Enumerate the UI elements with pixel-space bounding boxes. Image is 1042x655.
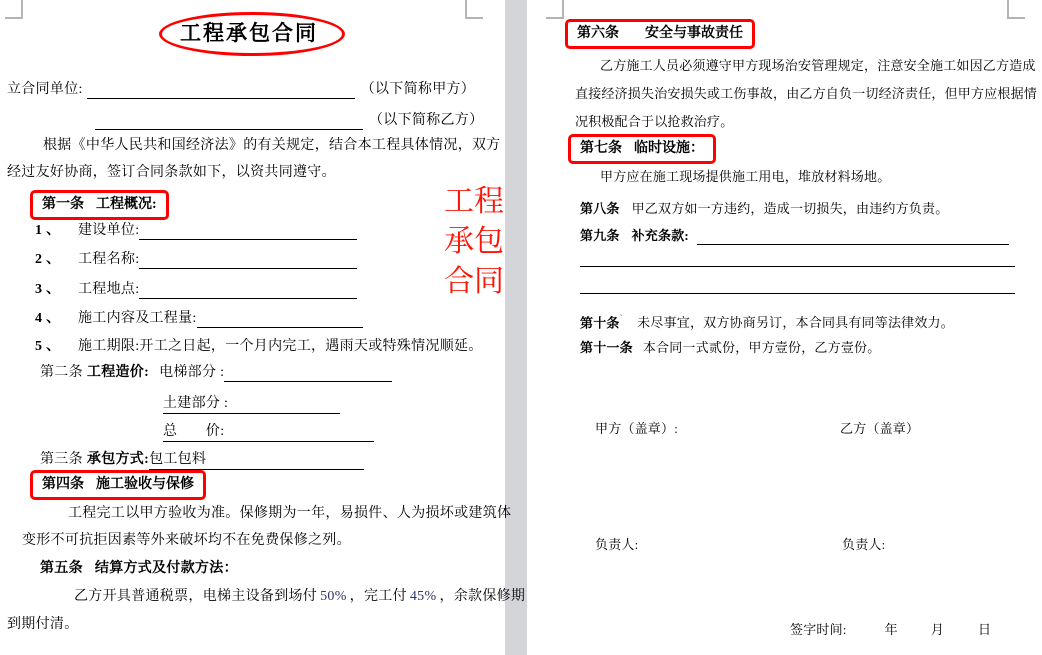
percent-elevator-arrival: 50% xyxy=(320,589,347,604)
clause-1-title: 工程概况: xyxy=(96,197,157,212)
party-b-line xyxy=(95,112,483,130)
watermark-line-3: 合同 xyxy=(444,265,504,298)
clause-8-text: 甲乙双方如一方违约，造成一切损失，由违约方负责。 xyxy=(631,201,949,216)
clause-9-label: 补充条款: xyxy=(631,228,689,243)
clause-2-civil-line xyxy=(163,394,340,414)
party-b-blank[interactable] xyxy=(95,114,363,130)
clause-10-line xyxy=(580,311,954,332)
watermark-text xyxy=(444,182,504,302)
item-scope xyxy=(35,310,363,328)
clause-2-total-blank[interactable] xyxy=(224,422,374,435)
clause-9-blank-line-3[interactable] xyxy=(580,293,1015,294)
crop-mark-left-tr xyxy=(465,0,483,19)
clause-5-seg-1: 乙方开具普通税票，电梯主设备到场付 xyxy=(74,589,318,604)
clause-7-title: 临时设施： xyxy=(634,141,704,156)
item-3-blank[interactable] xyxy=(139,283,357,299)
clause-6-num: 第六条 xyxy=(577,26,619,41)
clause-9-blank-line-2[interactable] xyxy=(580,266,1015,267)
clause-3-line xyxy=(40,450,364,470)
clause-1-heading xyxy=(30,190,169,220)
clause-4-body-2: 变形不可抗拒因素等外来破坏均不在免费保修之列。 xyxy=(22,533,351,548)
party-b-seal-label: 乙方（盖章） xyxy=(840,421,920,436)
item-4-blank[interactable] xyxy=(197,312,363,328)
clause-11-text: 本合同一式贰份，甲方壹份，乙方壹份。 xyxy=(642,340,881,355)
clause-5-seg-3: ，余款保修期 xyxy=(439,589,526,604)
clause-2-line xyxy=(40,364,392,382)
party-a-seal-label: 甲方（盖章）: xyxy=(595,421,679,436)
item-4-num: 4 、 xyxy=(35,311,61,326)
clause-3-blank[interactable] xyxy=(206,450,364,463)
clause-4-body-1: 工程完工以甲方验收为准。保修期为一年，易损件、人为损坏或建筑体 xyxy=(68,506,512,521)
clause-2-total-line xyxy=(163,422,374,442)
item-3-num: 3 、 xyxy=(35,282,61,297)
clause-7-num: 第七条 xyxy=(580,141,622,156)
clause-5-seg-2: ，完工付 xyxy=(349,589,407,604)
responsible-b-label: 负责人: xyxy=(842,537,886,552)
sign-time-label: 签字时间: xyxy=(790,622,847,637)
clause-11-num: 第十一条 xyxy=(580,340,633,355)
clause-6-title: 安全与事故责任 xyxy=(645,26,743,41)
item-duration xyxy=(35,338,483,356)
clause-6-body-1: 乙方施工人员必须遵守甲方现场治安管理规定，注意安全施工如因乙方造成 xyxy=(600,58,1036,73)
item-1-label: 建设单位: xyxy=(78,223,140,238)
clause-6-body-2: 直接经济损失治安损失或工伤事故，由乙方自负一切经济责任，但甲方应根据情 xyxy=(575,86,1038,101)
clause-2-civil-label: 土建部分 : xyxy=(163,396,229,411)
crop-mark-left-tl xyxy=(5,0,23,19)
item-5-num: 5 、 xyxy=(35,339,61,354)
item-1-blank[interactable] xyxy=(139,224,357,240)
clause-4-title: 施工验收与保修 xyxy=(96,477,194,492)
item-2-label: 工程名称: xyxy=(78,252,140,267)
clause-3-num: 第三条 xyxy=(40,452,83,467)
item-build-unit xyxy=(35,222,357,240)
item-4-label: 施工内容及工程量: xyxy=(78,311,197,326)
item-3-label: 工程地点: xyxy=(78,282,140,297)
clause-11-line xyxy=(580,339,880,357)
clause-5-title: 结算方式及付款方法： xyxy=(94,561,238,576)
clause-6-heading xyxy=(565,19,755,49)
day-label: 日 xyxy=(978,622,992,637)
watermark-line-1: 工程 xyxy=(444,185,504,218)
item-project-site xyxy=(35,281,357,299)
clause-3-value: 包工包料 xyxy=(149,452,207,467)
clause-5-body-2: 到期付清。 xyxy=(7,617,79,632)
party-a-suffix: （以下简称甲方） xyxy=(360,82,476,97)
clause-2-num: 第二条 xyxy=(40,365,83,380)
clause-10-revision-mark: ˋ xyxy=(619,314,624,325)
clause-4-num: 第四条 xyxy=(42,477,84,492)
party-b-suffix: （以下简称乙方） xyxy=(369,113,484,128)
clause-2-elevator-label: 电梯部分 : xyxy=(159,365,225,380)
year-label: 年 xyxy=(884,622,898,637)
item-5-text: 开工之日起，一个月内完工，遇雨天或特殊情况顺延。 xyxy=(139,339,483,354)
clause-10-text: 未尽事宜，双方协商另订，本合同具有同等法律效力。 xyxy=(637,315,954,331)
clause-8-line xyxy=(580,200,948,218)
item-1-num: 1 、 xyxy=(35,223,61,238)
clause-2-civil-blank[interactable] xyxy=(228,394,340,407)
item-5-label: 施工期限: xyxy=(78,339,140,354)
watermark-line-2: 承包 xyxy=(444,225,504,258)
page-divider xyxy=(505,0,527,655)
clause-4-heading xyxy=(30,470,206,500)
responsible-a-label: 负责人: xyxy=(595,537,639,552)
month-label: 月 xyxy=(930,622,945,637)
item-project-name xyxy=(35,251,357,269)
intro-line-2: 经过友好协商，签订合同条款如下，以资共同遵守。 xyxy=(7,165,336,180)
clause-5-num: 第五条 xyxy=(40,561,83,576)
item-2-num: 2 、 xyxy=(35,252,61,267)
clause-7-body: 甲方应在施工现场提供施工用电，堆放材料场地。 xyxy=(600,169,891,184)
item-2-blank[interactable] xyxy=(139,253,357,269)
clause-7-heading xyxy=(568,134,716,164)
clause-9-line xyxy=(580,227,1009,245)
clause-5-heading xyxy=(40,560,238,578)
clause-1-num: 第一条 xyxy=(42,197,84,212)
clause-2-title: 工程造价: xyxy=(86,365,150,380)
party-a-label: 立合同单位: xyxy=(7,82,83,97)
crop-mark-right-tr xyxy=(1007,0,1025,19)
clause-3-title: 承包方式: xyxy=(86,452,150,467)
clause-9-blank[interactable] xyxy=(697,229,1009,245)
sign-date-line xyxy=(790,621,991,639)
clause-2-elevator-blank[interactable] xyxy=(224,366,392,382)
clause-8-num: 第八条 xyxy=(580,201,620,216)
clause-6-body-3: 况积极配合于以抢救治疗。 xyxy=(575,114,734,129)
clause-9-num: 第九条 xyxy=(580,228,620,243)
party-a-line xyxy=(7,81,475,99)
clause-5-body-1 xyxy=(74,588,525,606)
clause-2-total-label: 总 价: xyxy=(163,424,225,439)
percent-completion: 45% xyxy=(409,589,437,604)
page-title: 工程承包合同 xyxy=(180,21,318,45)
crop-mark-right-tl xyxy=(546,0,564,19)
intro-line-1: 根据《中华人民共和国经济法》的有关规定，结合本工程具体情况，双方 xyxy=(43,138,501,153)
party-a-blank[interactable] xyxy=(87,83,355,99)
clause-10-num: 第十条 xyxy=(580,315,620,331)
